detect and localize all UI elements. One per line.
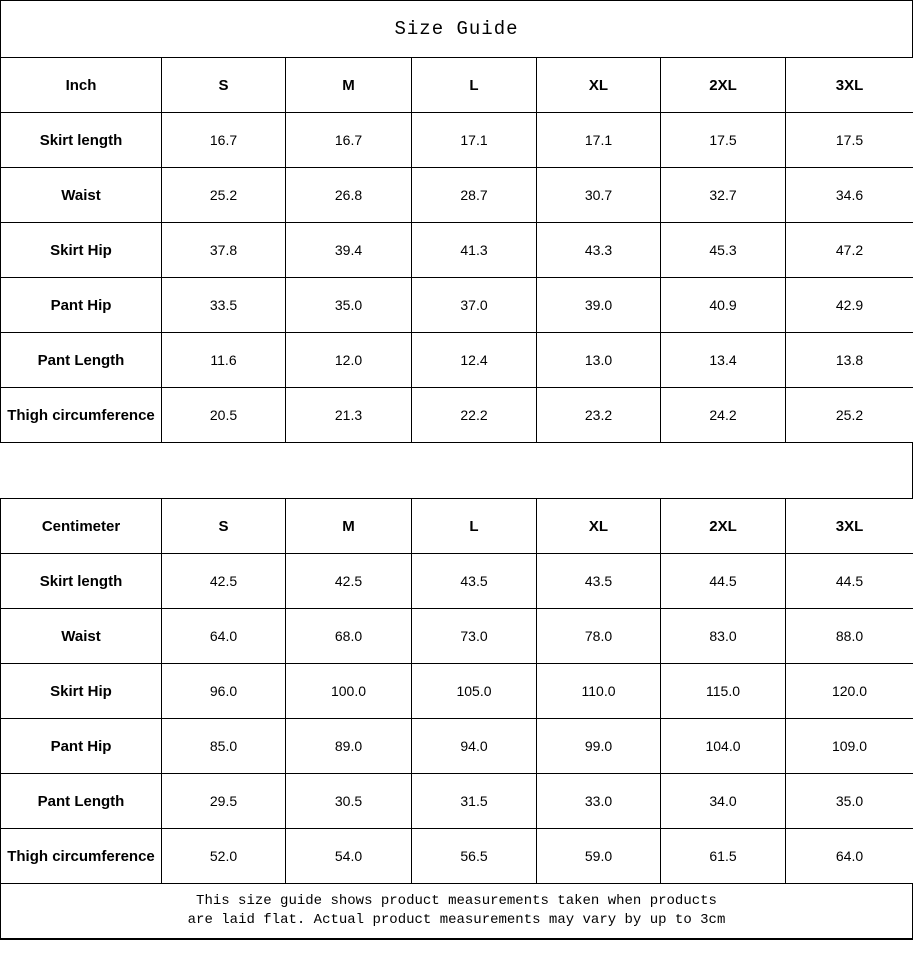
measurement-value-cell: 12.0 bbox=[286, 333, 412, 388]
measurement-row bbox=[1, 388, 913, 443]
measurement-value-cell: 96.0 bbox=[162, 664, 286, 719]
measurement-value-cell: 105.0 bbox=[412, 664, 537, 719]
size-header-cell: M bbox=[286, 58, 412, 113]
measurement-row bbox=[1, 554, 913, 609]
measurement-value-cell: 88.0 bbox=[786, 609, 913, 664]
size-header-cell: L bbox=[412, 499, 537, 554]
measurement-label-cell: Pant Hip bbox=[1, 719, 162, 774]
measurement-value-cell: 37.0 bbox=[412, 278, 537, 333]
measurement-value-cell: 17.1 bbox=[412, 113, 537, 168]
measurement-row bbox=[1, 719, 913, 774]
measurement-row bbox=[1, 223, 913, 278]
measurement-label-cell: Thigh circumference bbox=[1, 829, 162, 884]
measurement-value-cell: 64.0 bbox=[162, 609, 286, 664]
measurement-value-cell: 94.0 bbox=[412, 719, 537, 774]
measurement-value-cell: 99.0 bbox=[537, 719, 661, 774]
measurement-value-cell: 43.5 bbox=[412, 554, 537, 609]
size-header-cell: XL bbox=[537, 499, 661, 554]
measurement-value-cell: 13.8 bbox=[786, 333, 913, 388]
measurement-row bbox=[1, 829, 913, 884]
measurement-value-cell: 64.0 bbox=[786, 829, 913, 884]
title-bar bbox=[0, 0, 913, 57]
measurement-row bbox=[1, 278, 913, 333]
measurement-value-cell: 33.0 bbox=[537, 774, 661, 829]
measurement-value-cell: 24.2 bbox=[661, 388, 786, 443]
footer-note bbox=[0, 884, 913, 940]
measurement-value-cell: 25.2 bbox=[786, 388, 913, 443]
measurement-value-cell: 40.9 bbox=[661, 278, 786, 333]
measurement-value-cell: 33.5 bbox=[162, 278, 286, 333]
measurement-label-cell: Pant Length bbox=[1, 333, 162, 388]
measurement-value-cell: 39.4 bbox=[286, 223, 412, 278]
size-header-cell: XL bbox=[537, 58, 661, 113]
measurement-value-cell: 34.0 bbox=[661, 774, 786, 829]
measurement-value-cell: 20.5 bbox=[162, 388, 286, 443]
measurement-value-cell: 30.7 bbox=[537, 168, 661, 223]
measurement-value-cell: 26.8 bbox=[286, 168, 412, 223]
inch-size-table bbox=[0, 57, 913, 443]
measurement-value-cell: 23.2 bbox=[537, 388, 661, 443]
measurement-value-cell: 21.3 bbox=[286, 388, 412, 443]
measurement-value-cell: 54.0 bbox=[286, 829, 412, 884]
measurement-value-cell: 22.2 bbox=[412, 388, 537, 443]
measurement-row bbox=[1, 609, 913, 664]
measurement-value-cell: 68.0 bbox=[286, 609, 412, 664]
measurement-value-cell: 11.6 bbox=[162, 333, 286, 388]
measurement-value-cell: 37.8 bbox=[162, 223, 286, 278]
unit-header-cell: Centimeter bbox=[1, 499, 162, 554]
measurement-value-cell: 85.0 bbox=[162, 719, 286, 774]
measurement-row bbox=[1, 774, 913, 829]
measurement-value-cell: 44.5 bbox=[661, 554, 786, 609]
measurement-value-cell: 42.5 bbox=[162, 554, 286, 609]
measurement-value-cell: 13.4 bbox=[661, 333, 786, 388]
measurement-value-cell: 32.7 bbox=[661, 168, 786, 223]
measurement-label-cell: Skirt length bbox=[1, 113, 162, 168]
page-title: Size Guide bbox=[394, 18, 519, 40]
size-header-cell: 3XL bbox=[786, 499, 913, 554]
measurement-value-cell: 61.5 bbox=[661, 829, 786, 884]
measurement-label-cell: Waist bbox=[1, 168, 162, 223]
measurement-value-cell: 43.5 bbox=[537, 554, 661, 609]
measurement-value-cell: 44.5 bbox=[786, 554, 913, 609]
size-header-cell: 2XL bbox=[661, 58, 786, 113]
measurement-value-cell: 42.9 bbox=[786, 278, 913, 333]
measurement-value-cell: 56.5 bbox=[412, 829, 537, 884]
measurement-value-cell: 104.0 bbox=[661, 719, 786, 774]
measurement-label-cell: Waist bbox=[1, 609, 162, 664]
measurement-value-cell: 115.0 bbox=[661, 664, 786, 719]
inch-table-body bbox=[1, 58, 913, 443]
footer-note-line1: This size guide shows product measurements taken when products bbox=[196, 893, 717, 909]
measurement-value-cell: 30.5 bbox=[286, 774, 412, 829]
measurement-value-cell: 43.3 bbox=[537, 223, 661, 278]
size-header-cell: S bbox=[162, 499, 286, 554]
measurement-value-cell: 120.0 bbox=[786, 664, 913, 719]
measurement-label-cell: Thigh circumference bbox=[1, 388, 162, 443]
measurement-label-cell: Pant Hip bbox=[1, 278, 162, 333]
size-header-row bbox=[1, 58, 913, 113]
measurement-value-cell: 73.0 bbox=[412, 609, 537, 664]
measurement-value-cell: 29.5 bbox=[162, 774, 286, 829]
measurement-value-cell: 16.7 bbox=[286, 113, 412, 168]
measurement-row bbox=[1, 168, 913, 223]
measurement-label-cell: Skirt length bbox=[1, 554, 162, 609]
measurement-value-cell: 34.6 bbox=[786, 168, 913, 223]
measurement-value-cell: 39.0 bbox=[537, 278, 661, 333]
measurement-value-cell: 59.0 bbox=[537, 829, 661, 884]
measurement-label-cell: Pant Length bbox=[1, 774, 162, 829]
measurement-value-cell: 17.5 bbox=[661, 113, 786, 168]
measurement-value-cell: 35.0 bbox=[786, 774, 913, 829]
centimeter-size-table bbox=[0, 498, 913, 884]
measurement-value-cell: 89.0 bbox=[286, 719, 412, 774]
measurement-row bbox=[1, 664, 913, 719]
measurement-value-cell: 47.2 bbox=[786, 223, 913, 278]
measurement-value-cell: 31.5 bbox=[412, 774, 537, 829]
measurement-value-cell: 16.7 bbox=[162, 113, 286, 168]
measurement-row bbox=[1, 113, 913, 168]
measurement-value-cell: 35.0 bbox=[286, 278, 412, 333]
size-header-cell: L bbox=[412, 58, 537, 113]
centimeter-table-body bbox=[1, 499, 913, 884]
measurement-value-cell: 45.3 bbox=[661, 223, 786, 278]
measurement-value-cell: 28.7 bbox=[412, 168, 537, 223]
measurement-value-cell: 13.0 bbox=[537, 333, 661, 388]
size-header-cell: S bbox=[162, 58, 286, 113]
footer-note-line2: are laid flat. Actual product measurements may vary by up to 3cm bbox=[187, 912, 726, 928]
size-header-cell: 2XL bbox=[661, 499, 786, 554]
measurement-value-cell: 52.0 bbox=[162, 829, 286, 884]
unit-header-cell: Inch bbox=[1, 58, 162, 113]
measurement-value-cell: 109.0 bbox=[786, 719, 913, 774]
measurement-value-cell: 17.5 bbox=[786, 113, 913, 168]
measurement-value-cell: 41.3 bbox=[412, 223, 537, 278]
measurement-label-cell: Skirt Hip bbox=[1, 664, 162, 719]
measurement-value-cell: 12.4 bbox=[412, 333, 537, 388]
measurement-value-cell: 25.2 bbox=[162, 168, 286, 223]
size-header-cell: M bbox=[286, 499, 412, 554]
measurement-value-cell: 100.0 bbox=[286, 664, 412, 719]
measurement-label-cell: Skirt Hip bbox=[1, 223, 162, 278]
measurement-row bbox=[1, 333, 913, 388]
size-header-cell: 3XL bbox=[786, 58, 913, 113]
size-header-row bbox=[1, 499, 913, 554]
measurement-value-cell: 110.0 bbox=[537, 664, 661, 719]
measurement-value-cell: 17.1 bbox=[537, 113, 661, 168]
table-spacer bbox=[0, 443, 913, 498]
measurement-value-cell: 78.0 bbox=[537, 609, 661, 664]
measurement-value-cell: 42.5 bbox=[286, 554, 412, 609]
measurement-value-cell: 83.0 bbox=[661, 609, 786, 664]
